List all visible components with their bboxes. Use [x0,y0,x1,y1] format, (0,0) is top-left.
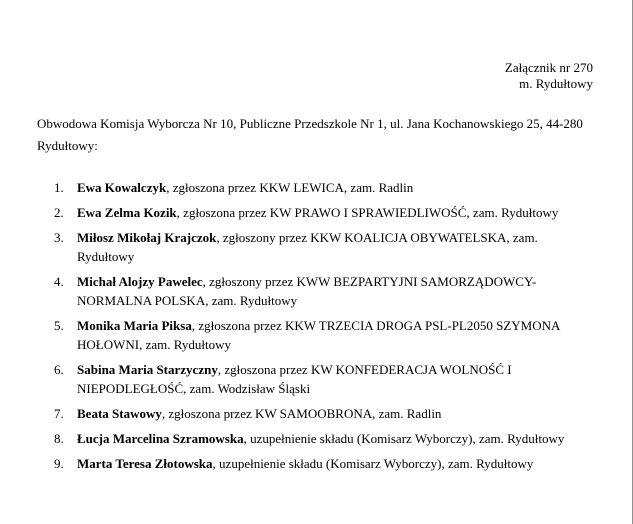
annex-header [505,60,593,92]
item-number: 9. [54,456,64,471]
member-name: Łucja Marcelina Szramowska [77,431,244,446]
annex-city: m. Rydułtowy [519,76,593,91]
item-number: 8. [54,431,64,446]
list-item [37,228,597,266]
list-item [37,429,597,448]
member-name: Miłosz Mikołaj Krajczok [77,230,217,245]
item-number: 6. [54,362,64,377]
commission-intro: Obwodowa Komisja Wyborcza Nr 10, Publiczne Przedszkole Nr 1, ul. Jana Kochanowskiego 25, 44-280 Rydułtowy: [37,116,583,153]
list-item [37,203,597,222]
list-item [37,360,597,398]
member-details: , zgłoszony przez KWW BEZPARTYJNI SAMORZĄDOWCY-NORMALNA POLSKA, zam. Rydułtowy [77,274,537,308]
member-details: , zgłoszona przez KW SAMOOBRONA, zam. Radlin [161,406,442,421]
members-list [37,178,597,479]
member-details: , uzupełnienie składu (Komisarz Wyborczy), zam. Rydułtowy [212,456,534,471]
list-item [37,454,597,473]
member-details: , zgłoszona przez KKW LEWICA, zam. Radlin [166,180,414,195]
item-number: 2. [54,205,64,220]
item-number: 5. [54,318,64,333]
list-item [37,316,597,354]
member-name: Beata Stawowy [77,406,162,421]
member-details: , zgłoszony przez KKW KOALICJA OBYWATELSKA, zam. Rydułtowy [77,230,538,264]
member-name: Monika Maria Piksa [77,318,192,333]
member-details: , zgłoszona przez KW KONFEDERACJA WOLNOŚĆ I NIEPODLEGŁOŚĆ, zam. Wodzisław Śląski [77,362,512,396]
member-details: , zgłoszona przez KKW TRZECIA DROGA PSL-PL2050 SZYMONA HOŁOWNI, zam. Rydułtowy [77,318,560,352]
item-number: 7. [54,406,64,421]
item-number: 4. [54,274,64,289]
item-number: 3. [54,230,64,245]
member-details: , uzupełnienie składu (Komisarz Wyborczy), zam. Rydułtowy [243,431,565,446]
member-name: Michał Alojzy Pawelec [77,274,203,289]
list-item [37,272,597,310]
item-number: 1. [54,180,64,195]
member-name: Ewa Zelma Kozik [77,205,177,220]
member-details: , zgłoszona przez KW PRAWO I SPRAWIEDLIWOŚĆ, zam. Rydułtowy [176,205,559,220]
list-item [37,178,597,197]
member-name: Sabina Maria Starzyczny [77,362,218,377]
annex-number: Załącznik nr 270 [504,60,593,75]
member-name: Ewa Kowalczyk [77,180,167,195]
member-name: Marta Teresa Złotowska [77,456,213,471]
list-item [37,404,597,423]
